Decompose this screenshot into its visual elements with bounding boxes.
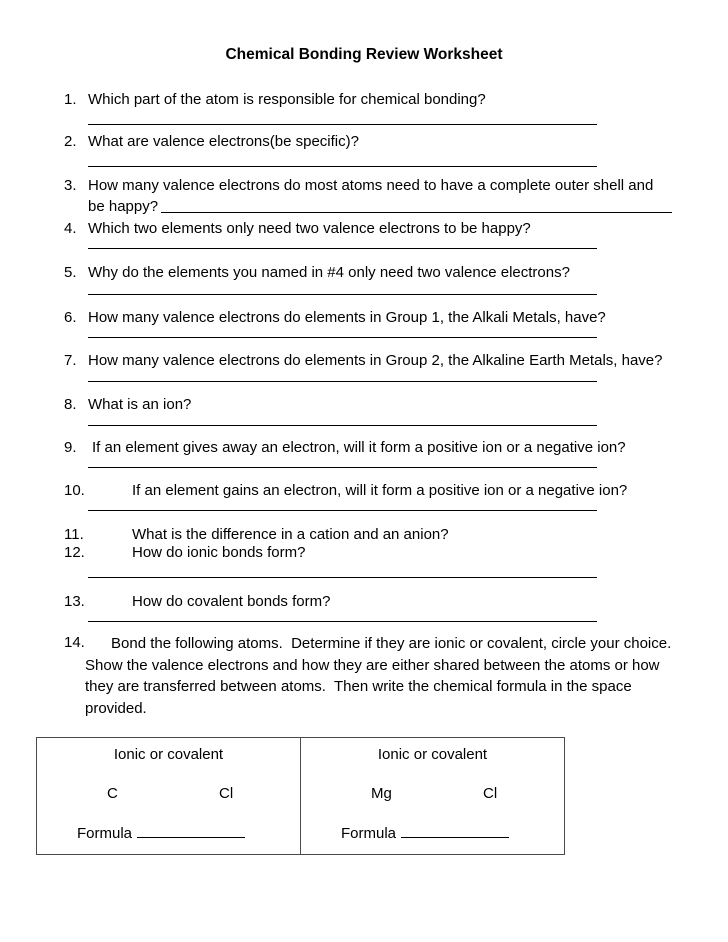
question-10 (64, 481, 728, 501)
question-6 (64, 308, 692, 328)
question-number: 10. (64, 482, 85, 499)
question-number: 5. (64, 264, 77, 281)
question-4 (64, 219, 692, 239)
question-text: What are valence electrons(be specific)? (88, 133, 359, 150)
formula-row (77, 825, 245, 842)
answer-line (88, 510, 597, 511)
question-8 (64, 395, 692, 415)
answer-line (88, 124, 597, 125)
question-number: 7. (64, 352, 77, 369)
table-cell-left (37, 738, 300, 854)
question-7 (64, 351, 692, 371)
question-text: If an element gives away an electron, will it form a positive ion or a negative ion? (92, 439, 626, 456)
question-number: 4. (64, 220, 77, 237)
question-number: 3. (64, 177, 77, 194)
question-11 (64, 525, 728, 545)
worksheet-title: Chemical Bonding Review Worksheet (225, 46, 503, 63)
element-symbol: Cl (483, 785, 498, 802)
question-3 (64, 176, 692, 196)
question-text: How many valence electrons do most atoms need to have a complete outer shell and (88, 177, 654, 194)
question-number: 13. (64, 593, 85, 610)
question-text-wrap (85, 633, 680, 719)
element-symbol: Cl (219, 785, 234, 802)
answer-line (161, 212, 672, 213)
formula-row (341, 825, 509, 842)
question-number: 9. (64, 439, 77, 456)
answer-line (88, 381, 597, 382)
cell-header: Ionic or covalent (377, 746, 488, 763)
answer-line (88, 337, 597, 338)
answer-line (88, 294, 597, 295)
question-number: 6. (64, 309, 77, 326)
answer-line (88, 166, 597, 167)
element-symbol: C (107, 785, 118, 802)
answer-line (88, 248, 597, 249)
cell-header: Ionic or covalent (113, 746, 224, 763)
answer-line (88, 425, 597, 426)
question-13 (64, 592, 728, 612)
answer-line (88, 577, 597, 578)
question-text: How do ionic bonds form? (132, 544, 306, 561)
question-text: How many valence electrons do elements in Group 2, the Alkaline Earth Metals, have? (88, 352, 663, 369)
question-number: 1. (64, 91, 77, 108)
answer-line (88, 621, 597, 622)
formula-label: Formula (341, 825, 397, 842)
bonding-table (36, 737, 565, 855)
question-text: Bond the following atoms. Determine if they are ionic or covalent, circle your choice. Show the valence electrons and how they are either shared between the atoms or how they are transferred between atoms. Then write the chemical formula in the space provided. (85, 635, 680, 717)
question-9 (64, 438, 696, 458)
question-text: What is the difference in a cation and an anion? (132, 526, 449, 543)
question-14 (64, 633, 680, 719)
answer-line (88, 467, 597, 468)
question-text-continued: be happy? (88, 198, 159, 215)
question-number: 2. (64, 133, 77, 150)
table-cell-right (300, 738, 564, 854)
question-text: Which part of the atom is responsible for chemical bonding? (88, 91, 486, 108)
question-1 (64, 90, 692, 110)
question-5 (64, 263, 692, 283)
question-text: How many valence electrons do elements in Group 1, the Alkali Metals, have? (88, 309, 606, 326)
question-text: Why do the elements you named in #4 only need two valence electrons? (88, 264, 570, 281)
formula-blank-line (137, 825, 245, 838)
formula-label: Formula (77, 825, 133, 842)
question-text: If an element gains an electron, will it form a positive ion or a negative ion? (132, 482, 628, 499)
formula-blank-line (401, 825, 509, 838)
element-symbol: Mg (371, 785, 392, 802)
question-number: 14. (64, 634, 85, 651)
question-number: 11. (64, 526, 84, 543)
question-number: 12. (64, 544, 85, 561)
question-2 (64, 132, 692, 152)
question-text: How do covalent bonds form? (132, 593, 331, 610)
question-text: What is an ion? (88, 396, 192, 413)
question-12 (64, 543, 728, 563)
question-number: 8. (64, 396, 77, 413)
question-text: Which two elements only need two valence electrons to be happy? (88, 220, 531, 237)
